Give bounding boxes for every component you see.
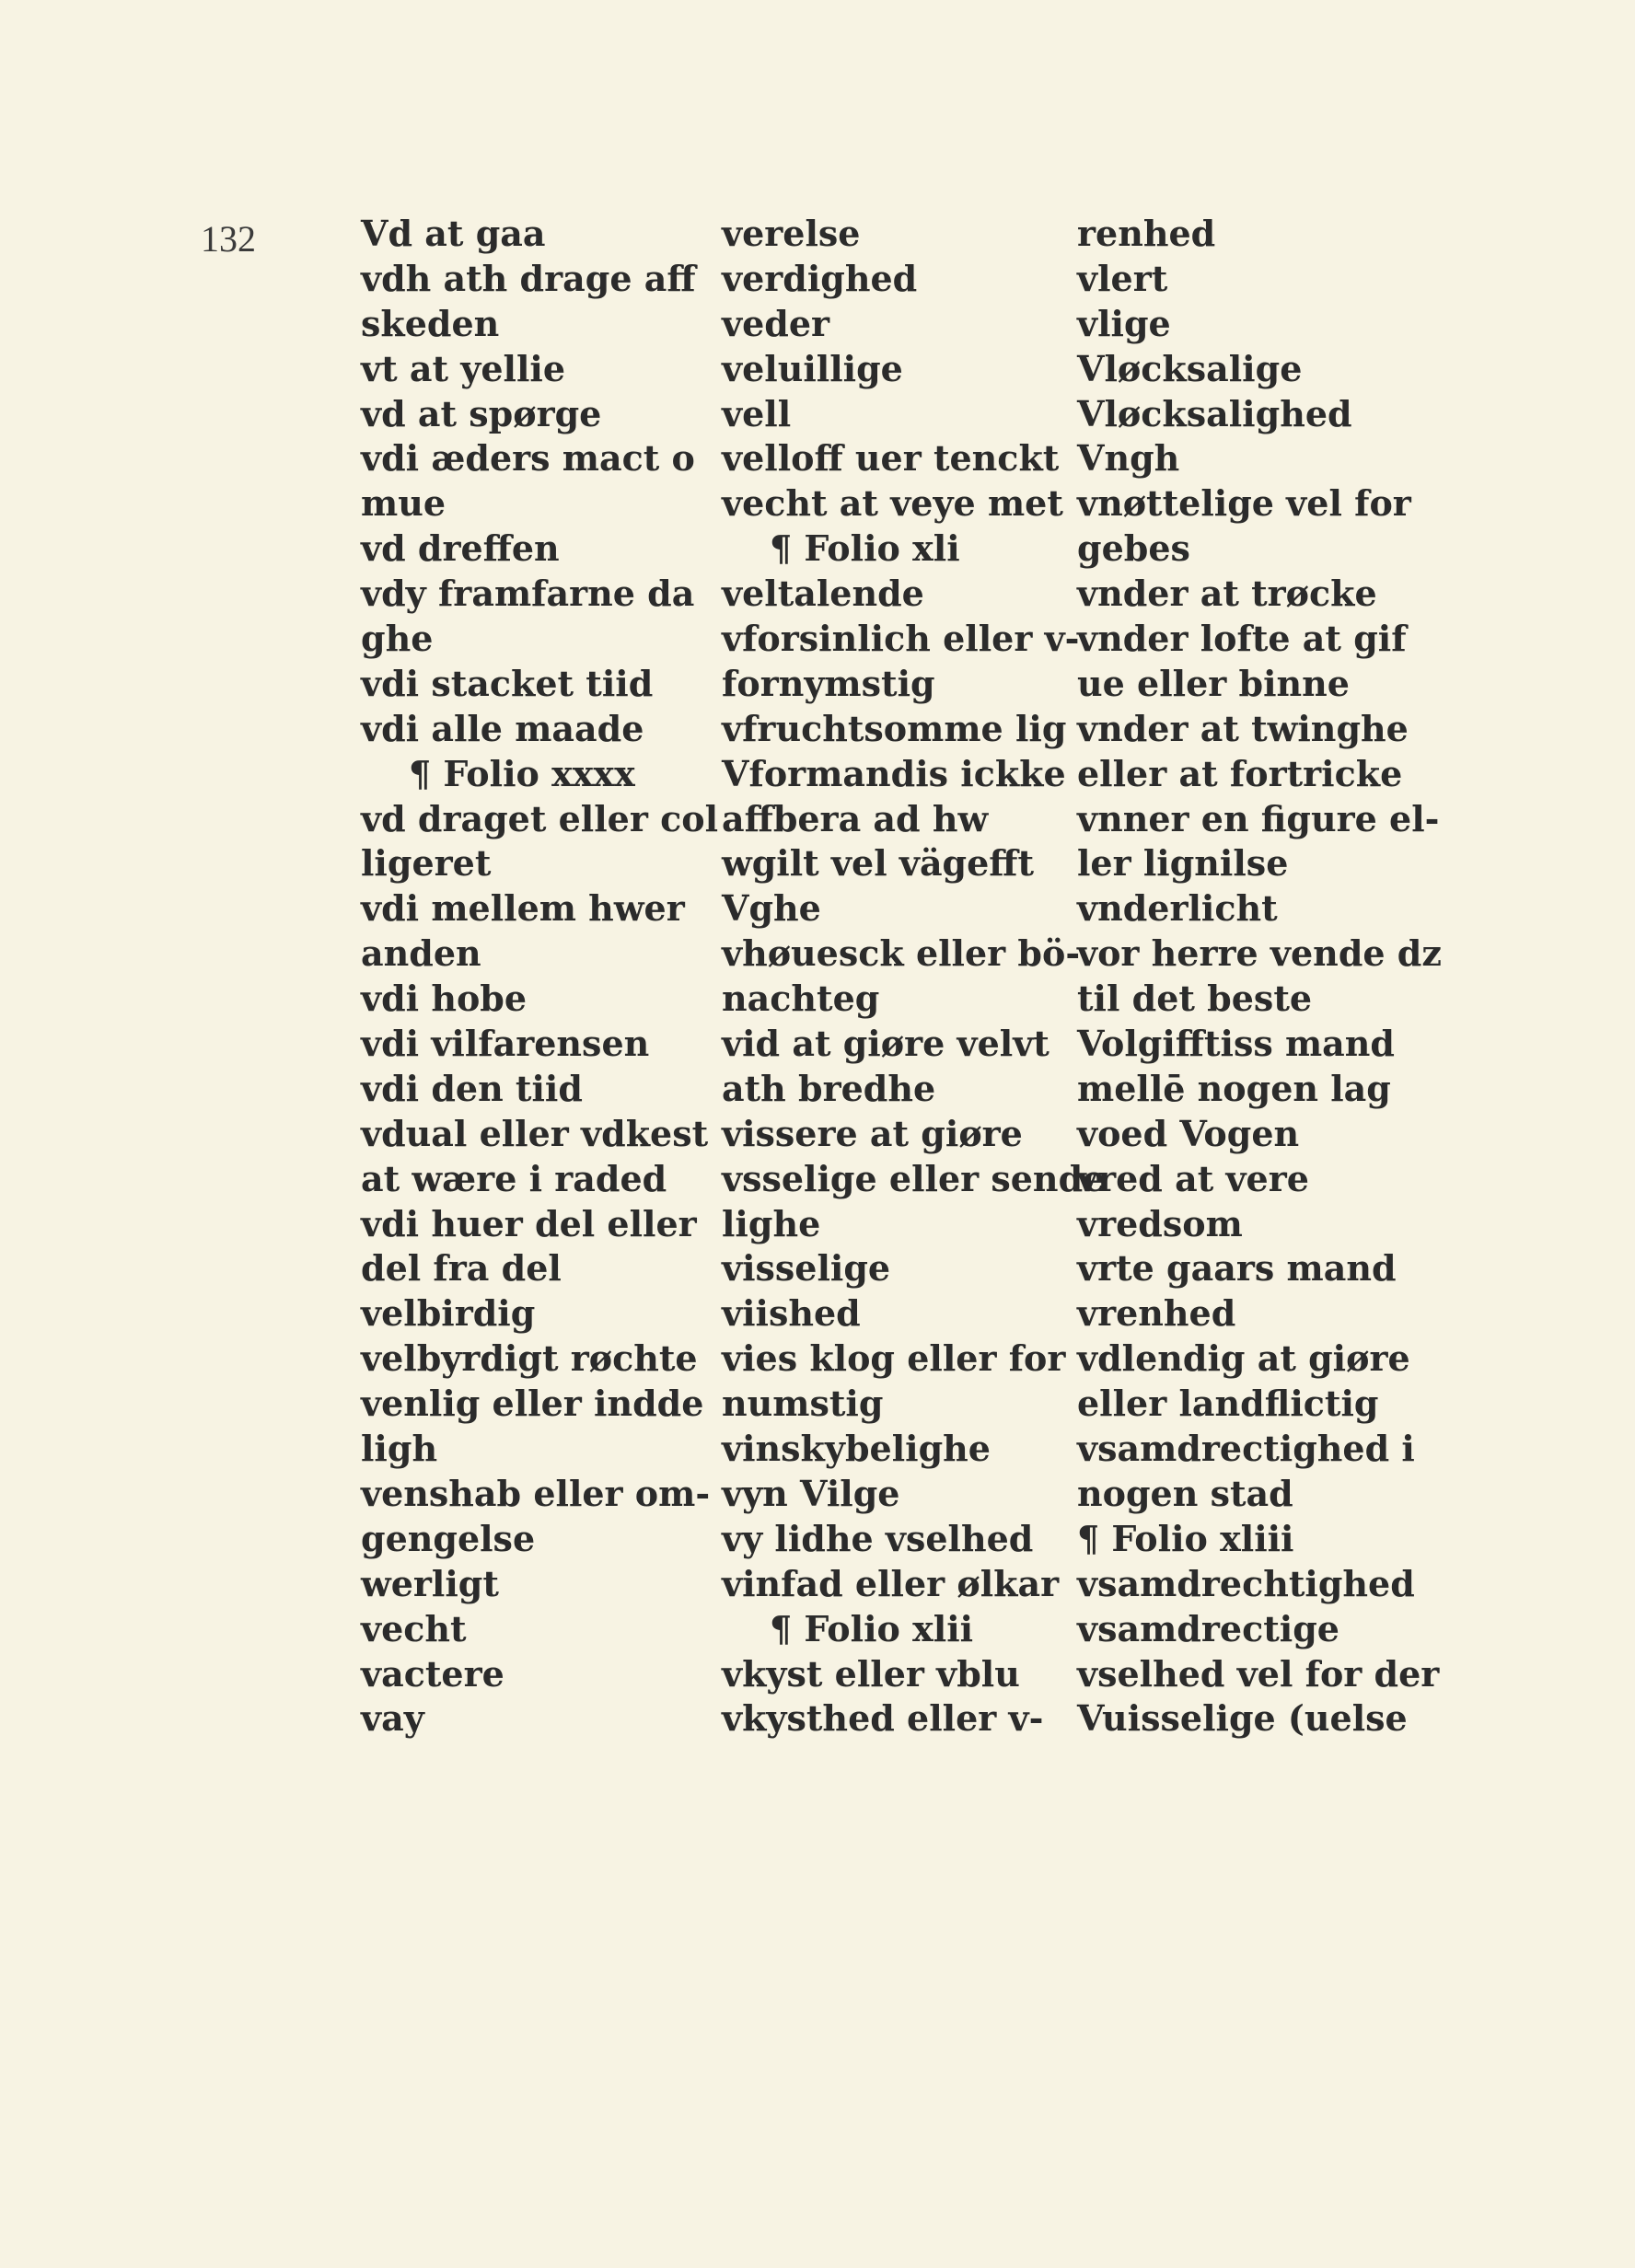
entry-line: nogen stad <box>1077 1472 1293 1514</box>
entry-line: vell <box>722 392 792 434</box>
entry-line: velloff uer tenckt <box>722 437 1060 480</box>
entry-line: venshab eller om- <box>361 1472 711 1514</box>
entry-line: vnder lofte at gif <box>1077 618 1407 660</box>
entry-line: vkysthed eller v- <box>722 1697 1044 1740</box>
entry-line: gebes <box>1077 527 1190 570</box>
entry-line: vdlendig at giøre <box>1077 1337 1410 1380</box>
entry-line: vecht at veye met <box>722 482 1063 525</box>
entry-line: vkyst eller vblu <box>722 1652 1020 1695</box>
entry-line: ghe <box>361 618 434 660</box>
entry-line: Vd at gaa <box>361 213 546 254</box>
entry-line: til det beste <box>1077 978 1313 1020</box>
entry-line: ¶ Folio xlii <box>770 1607 974 1649</box>
entry-line: vissere at giøre <box>722 1112 1023 1154</box>
entry-line: eller landflictig <box>1077 1383 1379 1425</box>
entry-line: vdi mellem hwer <box>361 887 685 930</box>
entry-line: ¶ Folio xli <box>770 527 960 570</box>
entry-line: vay <box>361 1697 424 1740</box>
entry-line: Vløcksalige <box>1077 347 1303 389</box>
entry-line: affbera ad hw <box>722 797 989 839</box>
entry-line: veltalende <box>722 573 924 615</box>
entry-line: voed Vogen <box>1077 1112 1300 1154</box>
entry-line: veder <box>722 302 830 344</box>
entry-line: vnderlicht <box>1077 887 1278 930</box>
entry-line: gengelse <box>361 1517 536 1559</box>
entry-line: vor herre vende dz <box>1077 932 1442 975</box>
entry-line: ¶ Folio xxxx <box>409 752 635 794</box>
entry-line: at wære i raded <box>361 1157 667 1199</box>
entry-line: vyn Vilge <box>722 1472 900 1514</box>
entry-line: vlige <box>1077 302 1171 344</box>
entry-line: vselhed vel for der <box>1077 1652 1440 1695</box>
entry-line: vhøuesck eller bö- <box>722 932 1081 975</box>
entry-line: vsamdrechtighed <box>1077 1562 1415 1604</box>
entry-line: veluillige <box>722 347 903 389</box>
entry-line: verelse <box>722 213 861 254</box>
entry-line: venlig eller indde <box>361 1383 704 1425</box>
entry-line: vactere <box>361 1652 504 1695</box>
entry-line: ler lignilse <box>1077 842 1289 885</box>
entry-line: vd at spørge <box>361 392 602 434</box>
entry-line: vdi huer del eller <box>361 1202 697 1244</box>
entry-line: Volgifftiss mand <box>1077 1023 1396 1065</box>
entry-line: Vghe <box>722 887 821 930</box>
entry-line: vinskybelighe <box>722 1428 991 1470</box>
entry-line: vnøttelige vel for <box>1077 482 1411 525</box>
entry-line: vsamdrectighed i <box>1077 1428 1415 1470</box>
entry-line: vdi alle maade <box>361 707 644 749</box>
entry-line: vdi stacket tiid <box>361 662 654 704</box>
entry-line: velbyrdigt røchte <box>361 1337 698 1380</box>
entry-line: vdual eller vdkest <box>361 1112 709 1154</box>
entry-line: eller at fortricke <box>1077 752 1403 794</box>
entry-line: vinfad eller ølkar <box>722 1562 1060 1604</box>
entry-line: Vngh <box>1077 437 1180 480</box>
entry-line: nachteg <box>722 978 880 1020</box>
entry-line: vnder at twinghe <box>1077 707 1409 749</box>
entry-line: ligeret <box>361 842 492 885</box>
entry-line: vsselige eller sende <box>722 1157 1106 1199</box>
entry-line: visselige <box>722 1247 891 1290</box>
entry-line: vnner en figure el- <box>1077 797 1440 839</box>
entry-line: fornymstig <box>722 662 935 704</box>
page-number: 132 <box>201 218 256 260</box>
entry-line: vrenhed <box>1077 1292 1236 1335</box>
entry-line: anden <box>361 932 481 975</box>
entry-line: lighe <box>722 1202 821 1244</box>
entry-line: vdi vilfarensen <box>361 1023 650 1065</box>
entry-line: werligt <box>361 1562 499 1604</box>
entry-line: renhed <box>1077 213 1216 254</box>
entry-line: vy lidhe vselhed <box>722 1517 1034 1559</box>
dictionary-column-3 <box>1077 212 1442 1742</box>
entry-line: Vløcksalighed <box>1077 392 1352 434</box>
entry-line: vred at vere <box>1077 1157 1309 1199</box>
entry-line: vt at yellie <box>361 347 566 389</box>
entry-line: ath bredhe <box>722 1067 936 1109</box>
entry-line: skeden <box>361 302 500 344</box>
entry-line: vd draget eller col <box>361 797 719 839</box>
dictionary-column-1 <box>361 212 719 1742</box>
entry-line: vlert <box>1077 257 1168 299</box>
entry-line: ligh <box>361 1428 438 1470</box>
entry-line: mellē nogen lag <box>1077 1067 1391 1109</box>
entry-line: vredsom <box>1077 1202 1243 1244</box>
entry-line: mue <box>361 482 446 525</box>
entry-line: ¶ Folio xliii <box>1077 1517 1294 1559</box>
dictionary-column-2 <box>722 212 1106 1742</box>
entry-line: numstig <box>722 1383 884 1425</box>
entry-line: vdi den tiid <box>361 1067 583 1109</box>
entry-line: vdi æders mact o <box>361 437 695 480</box>
entry-line: vnder at trøcke <box>1077 573 1377 615</box>
entry-line: velbirdig <box>361 1292 536 1335</box>
entry-line: vfruchtsomme lig <box>722 707 1067 749</box>
entry-line: vecht <box>361 1607 467 1649</box>
entry-line: vrte gaars mand <box>1077 1247 1397 1290</box>
entry-line: vies klog eller for <box>722 1337 1066 1380</box>
entry-line: wgilt vel vägefft <box>722 842 1035 885</box>
entry-line: viished <box>722 1292 861 1335</box>
entry-line: Vformandis ickke <box>722 752 1066 794</box>
entry-line: vid at giøre velvt <box>722 1023 1049 1065</box>
entry-line: vdy framfarne da <box>361 573 695 615</box>
entry-line: del fra del <box>361 1247 562 1290</box>
entry-line: vsamdrectige <box>1077 1607 1339 1649</box>
entry-line: ue eller binne <box>1077 662 1350 704</box>
entry-line: verdighed <box>722 257 918 299</box>
entry-line: vdh ath drage aff <box>361 257 696 299</box>
entry-line: vdi hobe <box>361 978 528 1020</box>
entry-line: vd dreffen <box>361 527 560 570</box>
entry-line: vforsinlich eller v- <box>722 618 1080 660</box>
entry-line: Vuisselige (uelse <box>1077 1697 1408 1740</box>
